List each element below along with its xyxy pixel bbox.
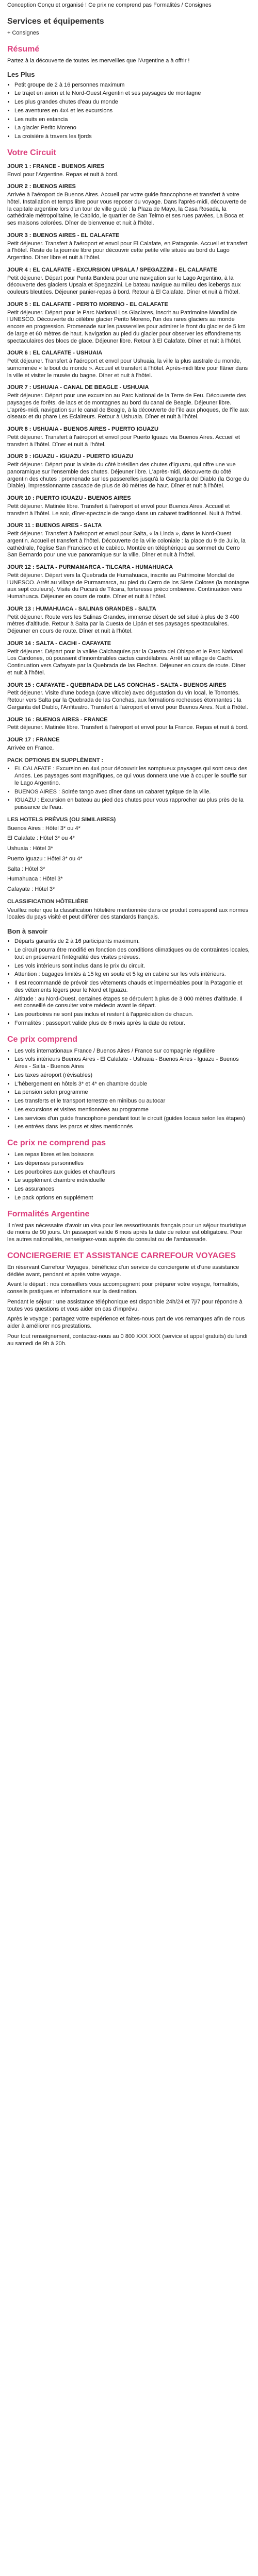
day-title: JOUR 14 : SALTA - CACHI - CAFAYATE	[7, 640, 111, 647]
classification-title: CLASSIFICATION HÔTELIÈRE	[7, 898, 89, 905]
list-item: • L'hébergement en hôtels 3* et 4* en chambre double	[14, 1081, 251, 1088]
list-item: • Les excursions et visites mentionnées au programme	[14, 1107, 251, 1114]
day-text: Petit déjeuner. Départ pour la vallée Calchaquíes par la Cuesta del Obispo et le Parc National Los Cardones, où poussent d'innombrables cactus candélabres. Arrêt au village de Cachi. Continuation vers Cafayate par la Quebrada de las Flechas. Déjeuner en cours de route. Dîner et nuit à l'hôtel.	[7, 648, 246, 676]
day-text: Petit déjeuner. Transfert à l'aéroport et envol pour Puerto Iguazu via Buenos Aires. Accueil et transfert à l'hôtel. Dîner et nuit à l'hôtel.	[7, 434, 240, 448]
hotels-title: LES HOTELS PRÉVUS (OU SIMILAIRES)	[7, 816, 116, 823]
day-block	[7, 682, 251, 711]
document-page	[4, 0, 254, 1357]
day-text: Petit déjeuner. Départ vers la Quebrada de Humahuaca, inscrite au Patrimoine Mondial de l'UNESCO. Arrêt au village de Purmamarca, au pied du Cerro de los Siete Colores (la montagne aux sept couleurs). Visite du Pucará de Tilcara, forteresse précolombienne. Continuation vers Humahuaca. Déjeuner en cours de route. Dîner et nuit à l'hôtel.	[7, 572, 249, 600]
day-title: JOUR 7 : USHUAIA - CANAL DE BEAGLE - USHUAIA	[7, 384, 149, 391]
options-title: PACK OPTIONS EN SUPPLÉMENT :	[7, 757, 104, 764]
day-block	[7, 606, 251, 635]
day-title: JOUR 8 : USHUAIA - BUENOS AIRES - PUERTO IGUAZU	[7, 426, 158, 432]
hotel-line: Buenos Aires : Hôtel 3* ou 4*	[7, 825, 80, 832]
list-item: • Il est recommandé de prévoir des vêtements chauds et imperméables pour la Patagonie et des vêtements légers pour le Nord et Iguazu.	[14, 980, 251, 994]
day-text: Petit déjeuner. Transfert à l'aéroport et envol pour Salta, « la Linda », dans le Nord-Ouest argentin. Accueil et transfert à l'hôtel. Découverte de la ville coloniale : la place du 9 de Julio, la cathédrale, l'église San Francisco et le cabildo. Montée en téléphérique au sommet du Cerro San Bernardo pour une vue panoramique sur la ville. Dîner et nuit à l'hôtel.	[7, 531, 246, 558]
hotel-line: Ushuaia : Hôtel 3*	[7, 845, 53, 852]
list-item: • Les vols intérieurs sont inclus dans le prix du circuit.	[14, 963, 251, 970]
bon-a-savoir-title: Bon à savoir	[7, 927, 48, 935]
list-item: • Formalités : passeport valide plus de 6 mois après la date de retour.	[14, 1020, 251, 1027]
classification-text: Veuillez noter que la classification hôtelière mentionnée dans ce produit correspond aux normes locales du pays visité et peut différer des standards français.	[7, 907, 249, 921]
day-block	[7, 301, 251, 345]
day-block	[7, 384, 251, 421]
prix-pas-title: Ce prix ne comprend pas	[7, 1139, 106, 1147]
list-item: • Altitude : au Nord-Ouest, certaines étapes se déroulent à plus de 3 000 mètres d'altitude. Il est conseillé de consulter votre médecin avant le départ.	[14, 996, 251, 1010]
list-item: • Les aventures en 4x4 et les excursions	[14, 108, 251, 115]
day-block	[7, 183, 251, 227]
day-block	[7, 426, 251, 448]
day-title: JOUR 15 : CAFAYATE - QUEBRADA DE LAS CONCHAS - SALTA - BUENOS AIRES	[7, 682, 227, 688]
hotel-line: Humahuaca : Hôtel 3*	[7, 876, 63, 883]
concierge-text: Pendant le séjour : une assistance téléphonique est disponible 24h/24 et 7j/7 pour répondre à toutes vos questions et vous aider en cas d'imprévu.	[7, 1298, 243, 1312]
day-title: JOUR 12 : SALTA - PURMAMARCA - TILCARA - HUMAHUACA	[7, 564, 173, 570]
day-text: Petit déjeuner. Visite d'une bodega (cave viticole) avec dégustation du vin local, le Torrontés. Retour vers Salta par la Quebrada de las Conchas, aux formations rocheuses étonnantes : la Garganta del Diablo, l'Anfiteatro. Transfert à l'aéroport et envol pour Buenos Aires. Nuit à l'hôtel.	[7, 690, 248, 710]
section-services-title: Services et équipements	[7, 16, 104, 26]
list-item: • La glacier Perito Moreno	[14, 125, 251, 132]
concierge-text: Après le voyage : partagez votre expérience et faites-nous part de vos remarques afin de nous aider à améliorer nos prestations.	[7, 1316, 245, 1329]
list-item: • Les entrées dans les parcs et sites mentionnés	[14, 1124, 251, 1131]
list-item: • Les assurances	[14, 1186, 251, 1193]
day-title: JOUR 3 : BUENOS AIRES - EL CALAFATE	[7, 232, 120, 239]
prix-pas-list	[7, 1151, 251, 1202]
day-block	[7, 267, 251, 296]
list-item: • Les pourboires aux guides et chauffeurs	[14, 1169, 251, 1176]
hotel-line: Salta : Hôtel 3*	[7, 866, 45, 872]
list-item: • Attention : bagages limités à 15 kg en soute et 5 kg en cabine sur les vols intérieurs.	[14, 971, 251, 978]
prix-comprend-title: Ce prix comprend	[7, 1035, 78, 1044]
resume-title: Résumé	[7, 44, 40, 54]
list-item: • Petit groupe de 2 à 16 personnes maximum	[14, 82, 251, 89]
day-title: JOUR 9 : IGUAZU - IGUAZU - PUERTO IGUAZU	[7, 453, 134, 460]
day-text: Petit déjeuner. Matinée libre. Transfert à l'aéroport et envol pour Buenos Aires. Accueil et transfert à l'hôtel. Le soir, dîner-spectacle de tango dans un cabaret traditionnel. Nuit à l'hôtel.	[7, 503, 242, 517]
day-text: Arrivée à l'aéroport de Buenos Aires. Accueil par votre guide francophone et transfert à votre hôtel. Installation et temps libre pour vous reposer du voyage. Dans l'après-midi, découverte de la capitale argentine lors d'un tour de ville guidé : la Plaza de Mayo, la Casa Rosada, la cathédrale métropolitaine, le Cabildo, le quartier de San Telmo et ses rues pavées, La Boca et ses maisons colorées. Dîner de bienvenue et nuit à l'hôtel.	[7, 192, 247, 226]
list-item: • Le circuit pourra être modifié en fonction des conditions climatiques ou de contraintes locales, tout en préservant l'intégralité des visites prévues.	[14, 947, 251, 961]
day-block	[7, 640, 251, 677]
day-block	[7, 350, 251, 379]
list-item: • Les transferts et le transport terrestre en minibus ou autocar	[14, 1098, 251, 1105]
day-title: JOUR 2 : BUENOS AIRES	[7, 183, 76, 190]
day-block	[7, 232, 251, 262]
day-title: JOUR 13 : HUMAHUACA - SALINAS GRANDES - SALTA	[7, 605, 156, 612]
day-text: Petit déjeuner. Transfert à l'aéroport et envol pour El Calafate, en Patagonie. Accueil et transfert à l'hôtel. Reste de la journée libre pour découvrir cette petite ville située au bord du Lago Argentino. Dîner libre et nuit à l'hôtel.	[7, 240, 248, 261]
list-item: • Les services d'un guide francophone pendant tout le circuit (guides locaux selon les étapes)	[14, 1115, 251, 1123]
day-text: Petit déjeuner. Départ pour le Parc National Los Glaciares, inscrit au Patrimoine Mondial de l'UNESCO. Découverte du célèbre glacier Perito Moreno, l'un des rares glaciers au monde encore en progression. Promenade sur les passerelles pour admirer le front du glacier de 5 km de large et 60 mètres de haut. Navigation au pied du glacier pour observer les effondrements spectaculaires des blocs de glace. Déjeuner libre. Retour à El Calafate. Dîner et nuit à l'hôtel.	[7, 309, 246, 344]
day-text: Envol pour l'Argentine. Repas et nuit à bord.	[7, 171, 119, 178]
day-text: Petit déjeuner. Départ pour la visite du côté brésilien des chutes d'Iguazu, qui offre une vue panoramique sur l'ensemble des chutes. Déjeuner libre. L'après-midi, découverte du côté argentin des chutes : promenade sur les passerelles jusqu'à la Garganta del Diablo (la Gorge du Diable), impressionnante cascade de plus de 80 mètres de haut. Dîner et nuit à l'hôtel.	[7, 462, 250, 489]
day-title: JOUR 17 : FRANCE	[7, 737, 60, 743]
list-item: • IGUAZU : Excursion en bateau au pied des chutes pour vous rapprocher au plus près de la puissance de l'eau.	[14, 797, 251, 811]
day-title: JOUR 16 : BUENOS AIRES - FRANCE	[7, 716, 108, 723]
day-block	[7, 564, 251, 601]
list-item: • Les vols intérieurs Buenos Aires - El Calafate - Ushuaia - Buenos Aires - Iguazu - Buenos Aires - Salta - Buenos Aires	[14, 1056, 251, 1071]
bon-a-savoir-list	[7, 938, 251, 1027]
section-services-line: + Consignes	[7, 29, 39, 36]
list-item: • Les nuits en estancia	[14, 116, 251, 124]
formalites-text: Il n'est pas nécessaire d'avoir un visa pour les ressortissants français pour un séjour touristique de moins de 90 jours. Un passeport valide 6 mois après la date de retour est obligatoire. Pour les autres nationalités, renseignez-vous auprès du consulat ou de l'ambassade.	[7, 1222, 247, 1243]
itinerary-title: Votre Circuit	[7, 148, 56, 157]
list-item: • Les repas libres et les boissons	[14, 1151, 251, 1159]
day-block	[7, 717, 251, 732]
day-text: Petit déjeuner. Départ pour une excursion au Parc National de la Terre de Feu. Découverte des paysages de forêts, de lacs et de montagnes au bord du canal de Beagle. Déjeuner libre. L'après-midi, navigation sur le canal de Beagle, à la découverte de l'île aux phoques, de l'île aux oiseaux et du phare Les Eclaireurs. Retour à Ushuaia. Dîner et nuit à l'hôtel.	[7, 393, 249, 420]
day-title: JOUR 6 : EL CALAFATE - USHUAIA	[7, 350, 103, 357]
day-text: Arrivée en France.	[7, 744, 54, 751]
plus-list	[7, 82, 251, 141]
options-list	[7, 766, 251, 811]
hotels-list	[7, 825, 251, 893]
plus-title: Les Plus	[7, 71, 35, 79]
resume-text: Partez à la découverte de toutes les merveilles que l'Argentine a à offrir !	[7, 57, 190, 64]
list-item: • La pension selon programme	[14, 1089, 251, 1096]
list-item: • EL CALAFATE : Excursion en 4x4 pour découvrir les somptueux paysages qui sont ceux des Andes. Les paysages sont magnifiques, ce qui vous donnera une vue à couper le souffle sur le Lago Argentino.	[14, 766, 251, 787]
hotel-line: Puerto Iguazu : Hôtel 3* ou 4*	[7, 855, 83, 862]
day-title: JOUR 4 : EL CALAFATE - EXCURSION UPSALA / SPEGAZZINI - EL CALAFATE	[7, 266, 218, 273]
day-block	[7, 737, 251, 752]
day-block	[7, 163, 251, 179]
day-title: JOUR 5 : EL CALAFATE - PERITO MORENO - EL CALAFATE	[7, 301, 168, 308]
formalites-title: Formalités Argentine	[7, 1209, 90, 1218]
day-title: JOUR 11 : BUENOS AIRES - SALTA	[7, 522, 102, 529]
prix-comprend-list	[7, 1048, 251, 1131]
list-item: • BUENOS AIRES : Soirée tango avec dîner dans un cabaret typique de la ville.	[14, 789, 251, 796]
hotel-line: El Calafate : Hôtel 3* ou 4*	[7, 835, 75, 842]
list-item: • Les dépenses personnelles	[14, 1160, 251, 1167]
list-item: • Le pack options en supplément	[14, 1195, 251, 1202]
list-item: • Le trajet en avion et le Nord-Ouest Argentin et ses paysages de montagne	[14, 90, 251, 97]
list-item: • Départs garantis de 2 à 16 participants maximum.	[14, 938, 251, 945]
day-title: JOUR 1 : FRANCE - BUENOS AIRES	[7, 163, 105, 170]
concierge-title: CONCIERGERIE ET ASSISTANCE CARREFOUR VOYAGES	[7, 1251, 236, 1260]
day-text: Petit déjeuner. Route vers les Salinas Grandes, immense désert de sel situé à plus de 3 400 mètres d'altitude. Retour à Salta par la Cuesta de Lipán et ses paysages spectaculaires. Déjeuner en cours de route. Dîner et nuit à l'hôtel.	[7, 614, 239, 634]
day-text: Petit déjeuner. Départ pour Punta Bandera pour une navigation sur le Lago Argentino, à la découverte des glaciers Upsala et Spegazzini. Le bateau navigue au milieu des icebergs aux couleurs bleutées. Déjeuner panier-repas à bord. Retour à El Calafate. Dîner et nuit à l'hôtel.	[7, 275, 241, 295]
list-item: • Les plus grandes chutes d'eau du monde	[14, 99, 251, 106]
day-block	[7, 453, 251, 490]
hotel-line: Cafayate : Hôtel 3*	[7, 886, 55, 892]
list-item: • Le supplément chambre individuelle	[14, 1177, 251, 1184]
day-title: JOUR 10 : PUERTO IGUAZU - BUENOS AIRES	[7, 495, 131, 501]
list-item: • Les pourboires ne sont pas inclus et restent à l'appréciation de chacun.	[14, 1011, 251, 1019]
day-block	[7, 495, 251, 517]
itinerary-list	[7, 163, 251, 752]
day-block	[7, 522, 251, 559]
day-text: Petit déjeuner. Transfert à l'aéroport et envol pour Ushuaia, la ville la plus australe du monde, surnommée « le bout du monde ». Accueil et transfert à l'hôtel. Après-midi libre pour flâner dans la ville et visiter le musée du bagne. Dîner et nuit à l'hôtel.	[7, 358, 248, 379]
list-item: • Les taxes aéroport (révisables)	[14, 1072, 251, 1079]
list-item: • Les vols internationaux France / Buenos Aires / France sur compagnie régulière	[14, 1048, 251, 1055]
day-text: Petit déjeuner. Matinée libre. Transfert à l'aéroport et envol pour la France. Repas et nuit à bord.	[7, 724, 249, 731]
concierge-text: Avant le départ : nos conseillers vous accompagnent pour préparer votre voyage, formalités, conseils pratiques et informations sur la destination.	[7, 1281, 239, 1295]
concierge-text: Pour tout renseignement, contactez-nous au 0 800 XXX XXX (service et appel gratuits) du lundi au samedi de 9h à 20h.	[7, 1333, 248, 1347]
intro-text: Conception Conçu et organisé ! Ce prix ne comprend pas Formalités / Consignes	[7, 2, 212, 8]
concierge-text: En réservant Carrefour Voyages, bénéficiez d'un service de conciergerie et d'une assistance dédiée avant, pendant et après votre voyage.	[7, 1264, 239, 1278]
list-item: • La croisière à travers les fjords	[14, 133, 251, 141]
